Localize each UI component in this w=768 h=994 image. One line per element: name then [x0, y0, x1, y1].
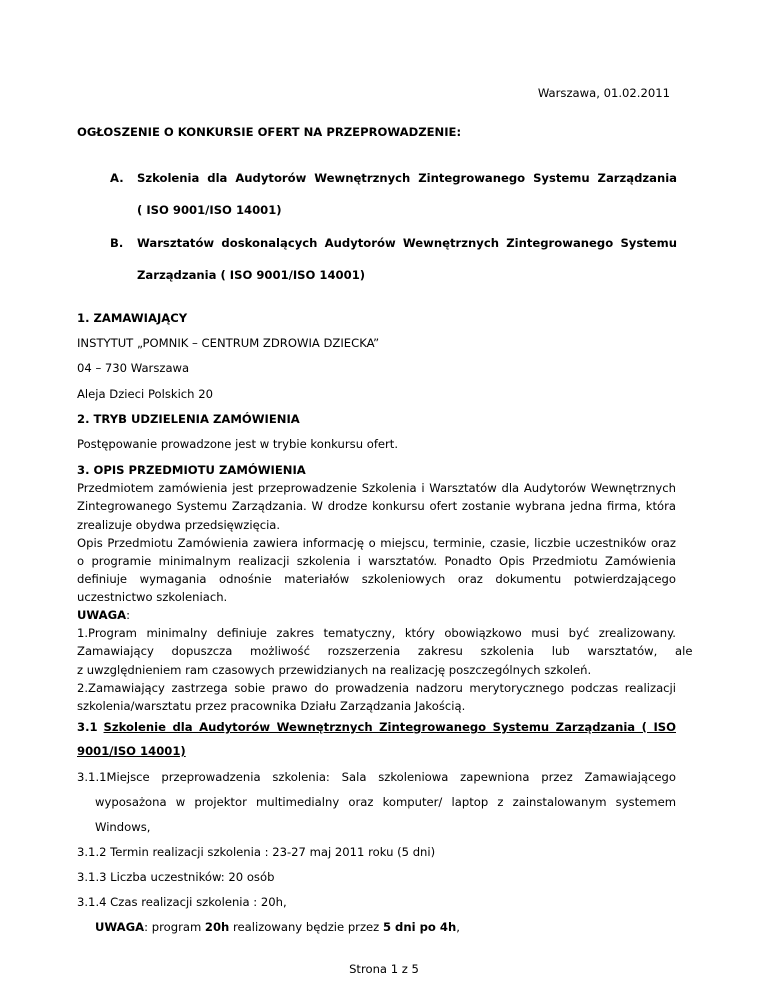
section-3-p2-line3: definiuje wymagania odnośnie materiałów szkoleniowych oraz dokumentu potwierdzającego — [77, 571, 676, 586]
orderer-street: Aleja Dzieci Polskich 20 — [77, 387, 213, 401]
uwaga2-label: UWAGA — [95, 920, 145, 934]
item-3-1-1-line3: Windows, — [95, 820, 151, 834]
uwaga-note — [77, 608, 130, 622]
section-3-1-heading-line2: 9001/ISO 14001) — [77, 744, 186, 758]
uwaga2-text3: , — [456, 920, 460, 934]
section-3-1-heading-line1 — [77, 720, 676, 734]
section-3-1-heading-text: Szkolenie dla Audytorów Wewnętrznych Zintegrowanego Systemu Zarządzania ( ISO — [103, 720, 676, 734]
section-3-heading: 3. OPIS PRZEDMIOTU ZAMÓWIENIA — [77, 463, 306, 477]
uwaga2-text2: realizowany będzie przez — [229, 920, 383, 934]
section-3-p2-line1: Opis Przedmiotu Zamówienia zawiera informację o miejscu, terminie, czasie, liczbie uczestników oraz — [77, 535, 676, 550]
section-2-heading: 2. TRYB UDZIELENIA ZAMÓWIENIA — [77, 412, 300, 426]
item-3-1-2: 3.1.2 Termin realizacji szkolenia : 23-27 maj 2011 roku (5 dni) — [77, 845, 436, 859]
item-3-1-1-line2: wyposażona w projektor multimedialny oraz komputer/ laptop z zainstalowanym systemem — [95, 795, 676, 809]
section-3-p2-line2: o programie minimalnym realizacji szkolenia i warsztatów. Ponadto Opis Przedmiotu Zamówienia — [77, 553, 676, 568]
page-number: Strona 1 z 5 — [349, 962, 419, 976]
document-date: Warszawa, 01.02.2011 — [537, 86, 670, 100]
list-marker-b: B. — [110, 236, 124, 250]
note-1-line1: 1.Program minimalny definiuje zakres tematyczny, który obowiązkowo musi być zrealizowany. — [77, 626, 676, 641]
announcement-title: OGŁOSZENIE O KONKURSIE OFERT NA PRZEPROWADZENIE: — [77, 125, 462, 139]
list-marker-a: A. — [110, 171, 124, 185]
note-2-line2: szkolenia/warsztatu przez pracownika Działu Zarządzania Jakością. — [77, 699, 466, 714]
list-item-b-line2: Zarządzania ( ISO 9001/ISO 14001) — [137, 268, 366, 282]
section-3-p1-line3: zrealizuje obydwa przedsięwzięcia. — [77, 517, 281, 532]
list-item-a-line1: Szkolenia dla Audytorów Wewnętrznych Zintegrowanego Systemu Zarządzania — [137, 171, 677, 185]
list-item-b-line1: Warsztatów doskonalących Audytorów Wewnętrznych Zintegrowanego Systemu — [137, 236, 677, 250]
uwaga-label: UWAGA — [77, 608, 127, 623]
section-3-p1-line1: Przedmiotem zamówienia jest przeprowadzenie Szkolenia i Warsztatów dla Audytorów Wewnętrznych — [77, 481, 676, 495]
item-3-1-4: 3.1.4 Czas realizacji szkolenia : 20h, — [77, 895, 287, 909]
section-3-p2-line4: uczestnictwo szkoleniach. — [77, 590, 228, 605]
note-1-line3: z uwzględnieniem ram czasowych przewidzianych na realizację poszczególnych szkoleń. — [77, 663, 592, 678]
note-2-line1: 2.Zamawiający zastrzega sobie prawo do prowadzenia nadzoru merytorycznego podczas realizacji — [77, 681, 676, 696]
section-1-heading: 1. ZAMAWIAJĄCY — [77, 311, 188, 325]
uwaga2-days: 5 dni po 4h — [382, 920, 457, 934]
list-item-a-line2: ( ISO 9001/ISO 14001) — [137, 203, 282, 217]
item-3-1-1-line1: 3.1.1Miejsce przeprowadzenia szkolenia: Sala szkoleniowa zapewniona przez Zamawiającego — [77, 770, 676, 784]
section-3-p1-line2: Zintegrowanego Systemu Zarządzania. W drodze konkursu ofert zostanie wybrana jedna firma, która — [77, 499, 676, 513]
orderer-name: INSTYTUT „POMNIK – CENTRUM ZDROWIA DZIECKA” — [77, 336, 380, 350]
uwaga-colon: : — [126, 608, 131, 623]
orderer-city: 04 – 730 Warszawa — [77, 361, 190, 375]
uwaga2-hours: 20h — [204, 920, 230, 934]
note-1-line2: Zamawiający dopuszcza możliwość rozszerzenia zakresu szkolenia lub warsztatów, ale — [77, 644, 693, 659]
uwaga-program-note — [95, 920, 460, 934]
uwaga2-text1: : program — [144, 920, 205, 934]
item-3-1-3: 3.1.3 Liczba uczestników: 20 osób — [77, 870, 275, 884]
section-3-1-number: 3.1 — [77, 720, 98, 734]
section-2-text: Postępowanie prowadzone jest w trybie konkursu ofert. — [77, 437, 399, 451]
